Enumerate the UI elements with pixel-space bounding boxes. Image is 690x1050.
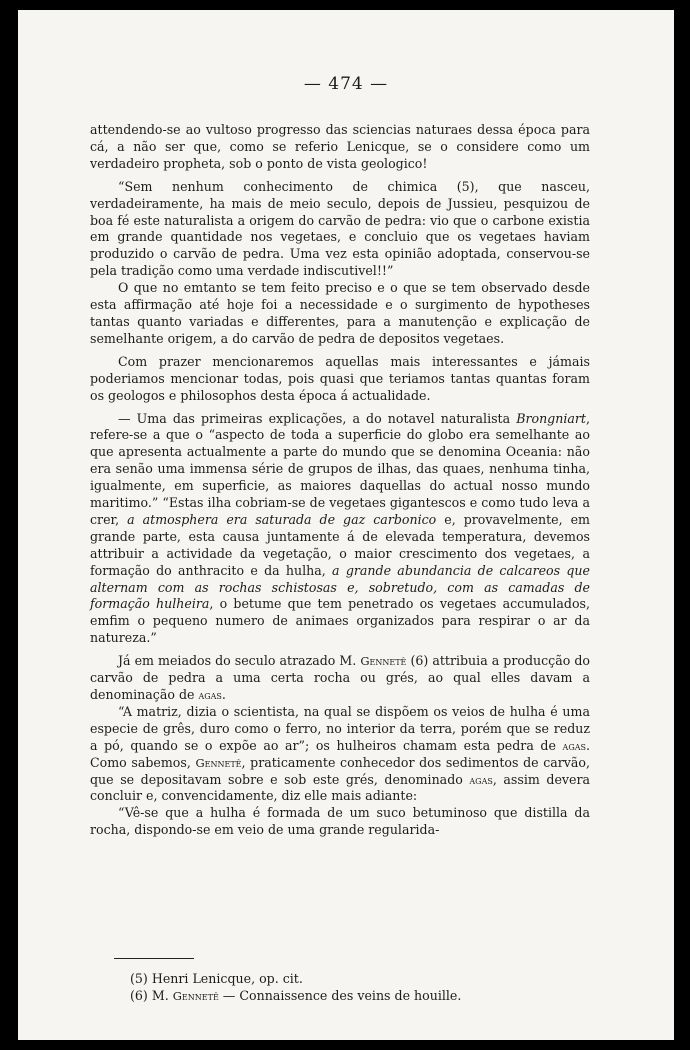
author-name-gennete: Gennetê — [172, 989, 219, 1003]
page-number: — 474 — — [303, 74, 389, 94]
italic-phrase: a atmosphera era saturada de gaz carbonico — [127, 511, 437, 527]
text-run: — Uma das primeiras explicações, a do notavel naturalista — [118, 410, 517, 426]
text-run: . Como sabemos, — [90, 737, 590, 770]
term-agas: agas — [198, 688, 222, 702]
italic-phrase: a grande abundancia de calcareos que alternam com as rochas schistosas e, sobretudo, com as camadas de formação hulheira — [90, 562, 590, 612]
author-name-gennete: Gennetê — [195, 755, 242, 770]
text-run: , o betume que tem penetrado os vegetaes accumulados, emfim o pequeno numero de animaes organizados para respirar o ar da natureza.” — [90, 596, 591, 646]
paragraph-6-gennete — [90, 653, 590, 704]
text-run: , refere-se a que o “aspecto de toda a superficie do globo era semelhante ao que apresenta actualmente a parte do mundo que se denomina Oceania: não era senão uma immensa série de grupos de ilhas, das quaes, nenhuma tinha, igualmente, em superficie, as maiores daquellas do actual nosso mundo maritimo.” “Estas ilha cobriam-se de vegetaes gigantescos e como tudo leva a crer, — [90, 410, 590, 527]
paragraph-5-brongniart — [90, 411, 590, 648]
text-run: “A matriz, dizia o scientista, na qual se dispõem os veios de hulha é uma especie de grês, duro como o ferro, no interior da terra, porém que se reduz a pó, quando se o expõe ao ar”; os hulheiros chamam esta pedra de — [90, 703, 590, 753]
author-name-gennete: Gennetê — [360, 654, 407, 669]
text-run: , praticamente conhecedor dos sedimentos de carvão, que se depositavam sobre e sob este grés, denominado — [90, 754, 590, 787]
text-run: , assim devera concluir e, convencidamente, diz elle mais adiante: — [90, 771, 590, 804]
body-text — [90, 122, 590, 839]
term-agas: agas — [469, 772, 493, 787]
text-run: — Connaissence des veins de houille. — [218, 988, 462, 1003]
paragraph-2-quote: “Sem nenhum conhecimento de chimica (5), que nasceu, verdadeiramente, ha mais de meio seculo, depois de Jussieu, pesquizou de boa fé este naturalista a origem do carvão de pedra: vio que o carbone existia em grande quantidade nos vegetaes, e concluio que os vegetaes haviam produzido o carvão de pedra. Uma vez esta opinião adoptada, conservou-se pela tradição como uma verdade indiscutivel!!” — [90, 178, 590, 279]
text-run: (6) M. — [130, 988, 173, 1003]
text-run: Já em meiados do seculo atrazado M. — [118, 653, 361, 669]
footnote-6 — [130, 987, 570, 1005]
text-run: (6) attribuia a producção do carvão de pedra a uma certa rocha ou grés, ao qual elles davam a denominação de — [90, 653, 590, 702]
footnotes — [130, 970, 570, 1005]
term-agas: agas — [562, 738, 586, 753]
paragraph-1: attendendo-se ao vultoso progresso das sciencias naturaes dessa época para cá, a não ser que, como se referio Lenicque, se o considere como um verdadeiro propheta, sob o ponto de vista geologico! — [90, 122, 590, 171]
book-page — [18, 10, 674, 1040]
text-run: . — [221, 687, 226, 702]
text-run: e, provavelmente, em grande parte, esta causa juntamente á de elevada temperatura, devemos attribuir a actividade da vegetação, o maior crescimento dos vegetaes, a formação do anthracito e da hulha, — [90, 511, 590, 578]
paragraph-3: O que no emtanto se tem feito preciso e o que se tem observado desde esta affirmação até hoje foi a necessidade e o surgimento de hypotheses tantas quanto variadas e differentes, para a manutenção e explicação de semelhante origem, a do carvão de pedra de depositos vegetaes. — [90, 280, 590, 346]
author-name-brongniart: Brongniart — [516, 410, 586, 426]
paragraph-4: Com prazer mencionaremos aquellas mais interessantes e jámais poderiamos mencionar todas, pois quasi que teriamos tantas quantas foram os geologos e philosophos desta época á actualidade. — [90, 353, 590, 403]
footnote-5: (5) Henri Lenicque, op. cit. — [130, 971, 303, 986]
paragraph-7-quote — [90, 704, 590, 805]
paragraph-8-quote: “Vê-se que a hulha é formada de um suco betuminoso que distilla da rocha, dispondo-se em veio de uma grande regularida- — [90, 805, 590, 838]
footnote-divider — [114, 958, 194, 959]
